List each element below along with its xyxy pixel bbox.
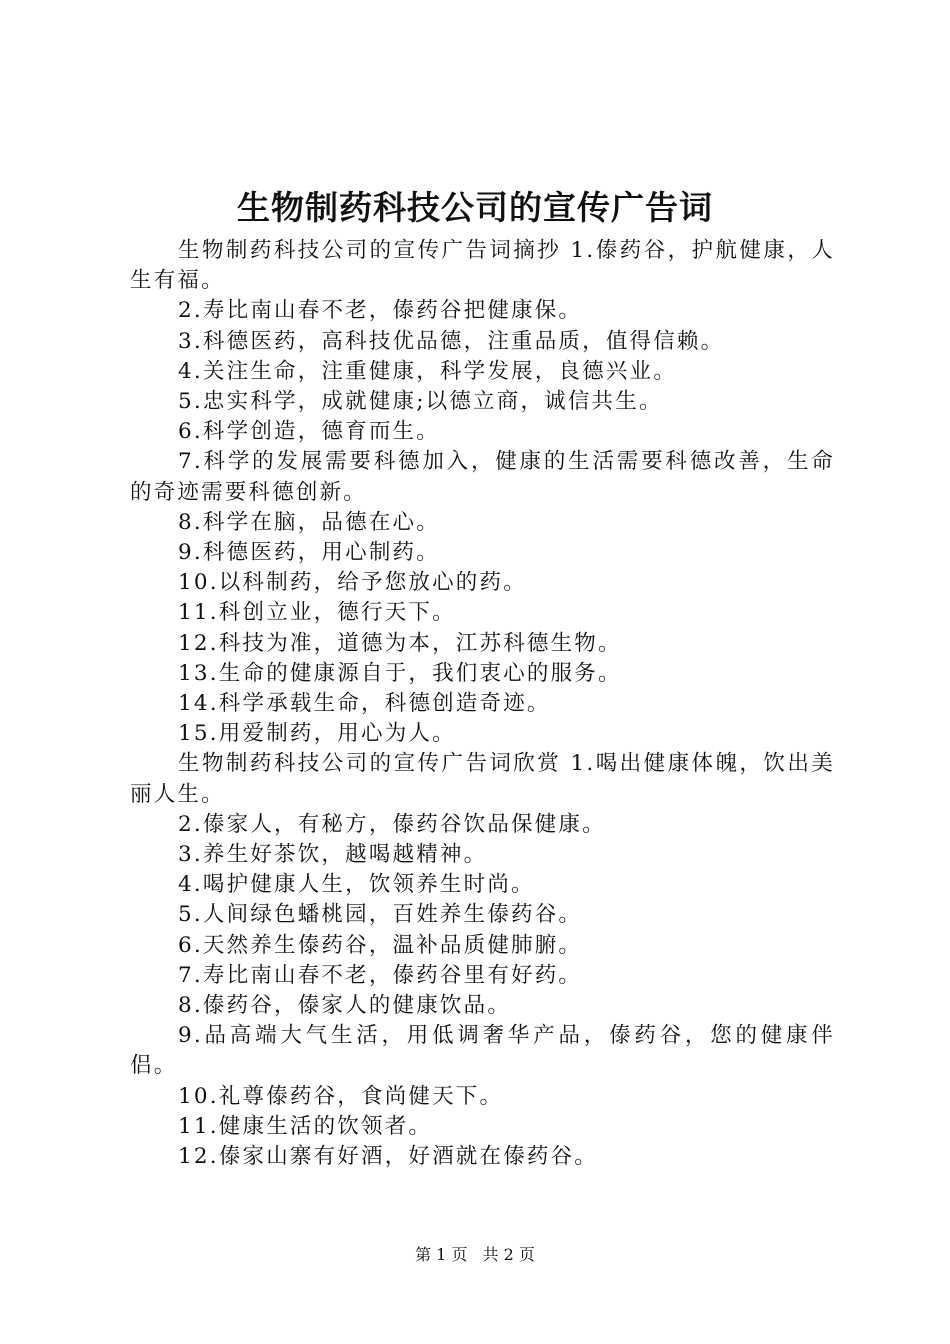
paragraph: 3.科德医药，高科技优品德，注重品质，值得信赖。 [178, 328, 725, 354]
paragraph: 生物制药科技公司的宣传广告词摘抄 1.傣药谷，护航健康，人生有福。 [130, 238, 835, 294]
page-number-total: 共 2 页 [482, 1245, 535, 1264]
paragraph: 7.科学的发展需要科德加入，健康的生活需要科德改善，生命的奇迹需要科德创新。 [130, 449, 835, 505]
paragraph: 8.傣药谷，傣家人的健康饮品。 [178, 993, 512, 1019]
paragraph: 7.寿比南山春不老，傣药谷里有好药。 [178, 962, 583, 988]
paragraph: 4.关注生命，注重健康，科学发展，良德兴业。 [178, 358, 677, 384]
paragraph: 3.养生好茶饮，越喝越精神。 [178, 842, 488, 868]
paragraph: 8.科学在脑，品德在心。 [178, 509, 440, 535]
paragraph: 9.科德医药，用心制药。 [178, 540, 440, 566]
paragraph: 4.喝护健康人生，饮领养生时尚。 [178, 872, 535, 898]
paragraph: 15.用爱制药，用心为人。 [178, 721, 456, 747]
page-number-current: 第 1 页 [415, 1245, 468, 1264]
paragraph: 6.天然养生傣药谷，温补品质健肺腑。 [178, 932, 583, 958]
document-title: 生物制药科技公司的宣传广告词 [237, 188, 713, 227]
paragraph: 11.科创立业，德行天下。 [178, 600, 456, 626]
paragraph: 2.寿比南山春不老，傣药谷把健康保。 [178, 298, 583, 324]
paragraph: 10.以科制药，给予您放心的药。 [178, 570, 527, 596]
paragraph: 9.品高端大气生活，用低调奢华产品，傣药谷，您的健康伴侣。 [130, 1023, 835, 1079]
paragraph: 11.健康生活的饮领者。 [178, 1113, 433, 1139]
paragraph: 12.科技为准，道德为本，江苏科德生物。 [178, 630, 622, 656]
page-footer [0, 1244, 950, 1266]
document-body [130, 236, 835, 1172]
paragraph: 10.礼尊傣药谷，食尚健天下。 [178, 1083, 504, 1109]
paragraph: 5.忠实科学，成就健康;以德立商，诚信共生。 [178, 389, 663, 415]
paragraph: 2.傣家人，有秘方，傣药谷饮品保健康。 [178, 811, 606, 837]
paragraph: 13.生命的健康源自于，我们衷心的服务。 [178, 660, 622, 686]
paragraph: 生物制药科技公司的宣传广告词欣赏 1.喝出健康体魄，饮出美丽人生。 [130, 751, 835, 807]
paragraph: 6.科学创造，德育而生。 [178, 419, 440, 445]
paragraph: 12.傣家山寨有好酒，好酒就在傣药谷。 [178, 1144, 598, 1170]
paragraph: 14.科学承载生命，科德创造奇迹。 [178, 691, 551, 717]
paragraph: 5.人间绿色蟠桃园，百姓养生傣药谷。 [178, 902, 583, 928]
